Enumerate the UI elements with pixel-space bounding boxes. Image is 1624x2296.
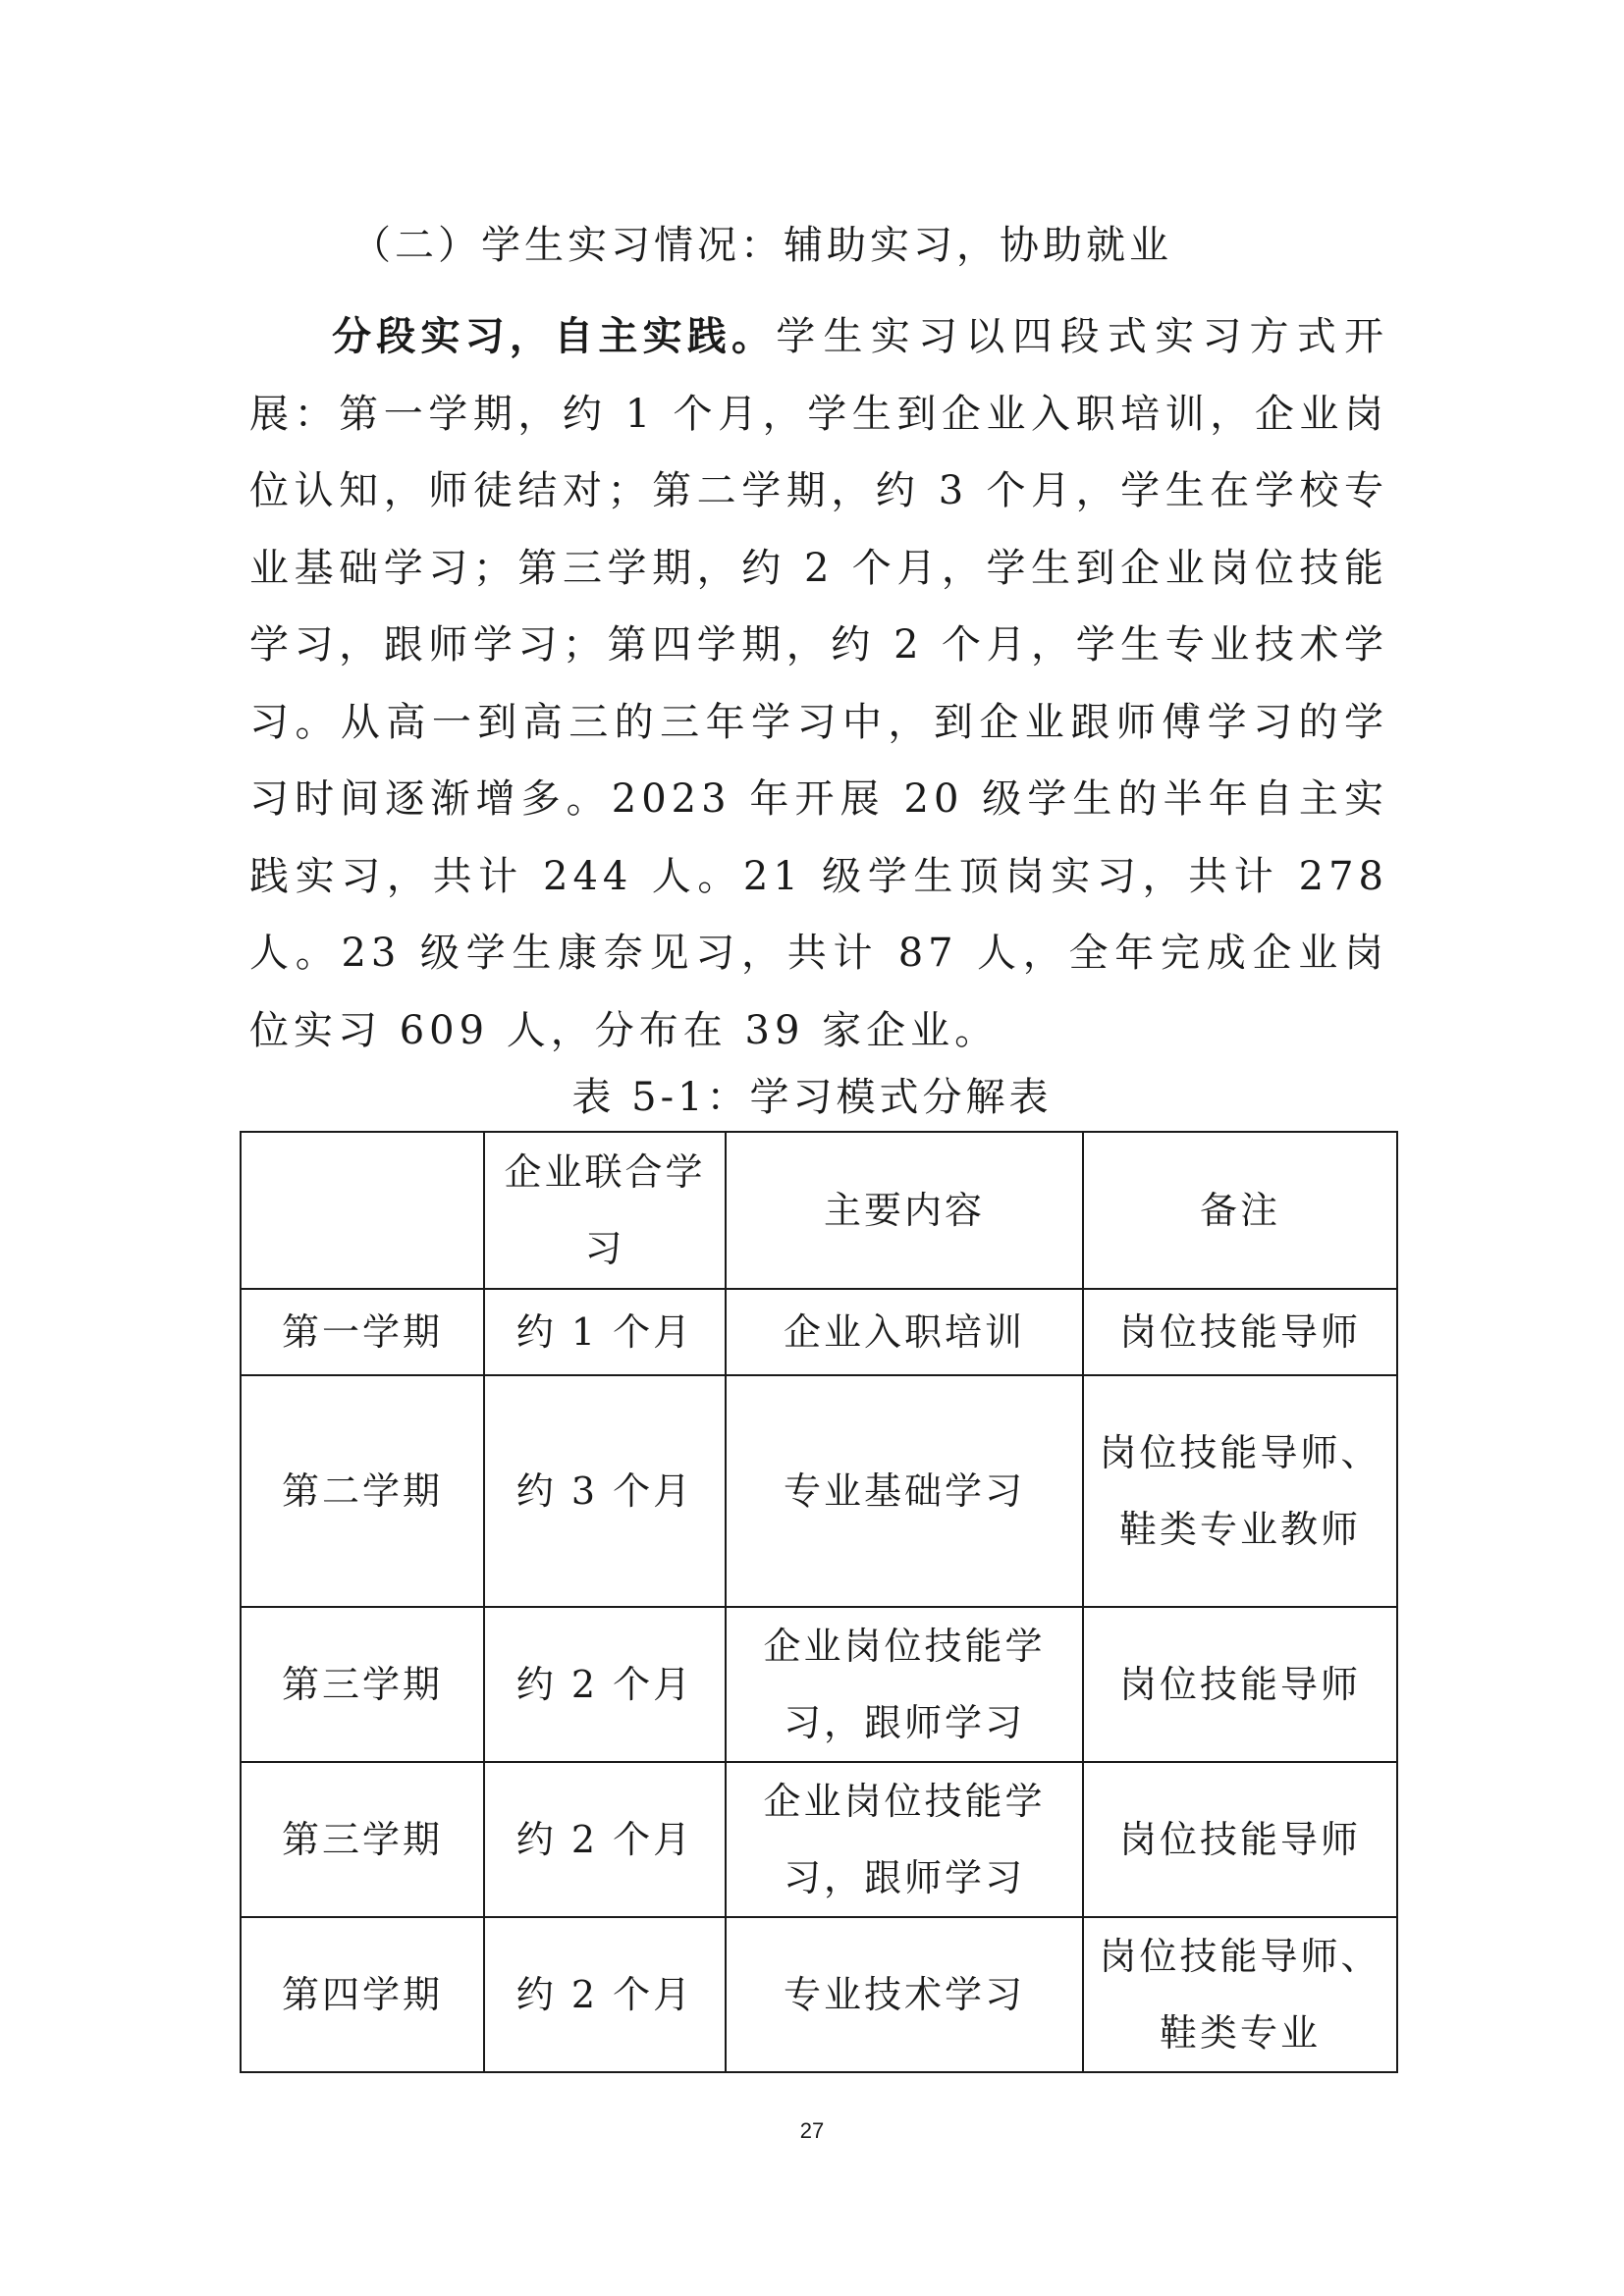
table-header-row	[241, 1132, 1397, 1289]
table-cell-remark: 岗位技能导师、鞋类专业教师	[1083, 1375, 1397, 1607]
header-cell-remarks: 备注	[1083, 1132, 1397, 1289]
table-row	[241, 1607, 1397, 1762]
table-cell-semester: 第三学期	[241, 1607, 484, 1762]
table-caption: 表 5-1：学习模式分解表	[571, 1075, 1053, 1120]
table-cell-duration: 约 2 个月	[484, 1917, 726, 2072]
table-cell-remark: 岗位技能导师	[1083, 1762, 1397, 1917]
paragraph-lead: 分段实习，自主实践。	[332, 314, 777, 359]
table-cell-semester: 第四学期	[241, 1917, 484, 2072]
body-paragraph	[249, 298, 1388, 1069]
header-cell-main-content: 主要内容	[726, 1132, 1083, 1289]
table-cell-duration: 约 2 个月	[484, 1762, 726, 1917]
page-number: 27	[799, 2118, 825, 2143]
table-cell-semester: 第二学期	[241, 1375, 484, 1607]
table-cell-content: 专业基础学习	[726, 1375, 1083, 1607]
table-cell-duration: 约 2 个月	[484, 1607, 726, 1762]
table-cell-remark: 岗位技能导师	[1083, 1289, 1397, 1375]
table-cell-duration: 约 3 个月	[484, 1375, 726, 1607]
section-heading: （二）学生实习情况：辅助实习，协助就业	[352, 223, 1172, 268]
table-row	[241, 1289, 1397, 1375]
paragraph-text: 学生实习以四段式实习方式开展：第一学期，约 1 个月，学生到企业入职培训，企业岗位认知，师徒结对；第二学期，约 3 个月，学生在学校专业基础学习；第三学期，约 2 个月，学生到企业岗位技能学习，跟师学习；第四学期，约 2 个月，学生专业技术学习。从高一到高三的三年学习中，到企业跟师傅学习的学习时间逐渐增多。2023 年开展 20 级学生的半年自主实践实习，共计 244 人。21 级学生顶岗实习，共计 278 人。23 级学生康奈见习，共计 87 人，全年完成企业岗位实习 609 人，分布在 39 家企业。	[249, 314, 1389, 1053]
header-cell-empty	[241, 1132, 484, 1289]
table-cell-duration: 约 1 个月	[484, 1289, 726, 1375]
table-cell-remark: 岗位技能导师、鞋类专业	[1083, 1917, 1397, 2072]
table-cell-content: 企业入职培训	[726, 1289, 1083, 1375]
table-cell-content: 专业技术学习	[726, 1917, 1083, 2072]
table-cell-content: 企业岗位技能学习，跟师学习	[726, 1762, 1083, 1917]
table-row	[241, 1375, 1397, 1607]
table-cell-semester: 第三学期	[241, 1762, 484, 1917]
table-cell-remark: 岗位技能导师	[1083, 1607, 1397, 1762]
table-cell-semester: 第一学期	[241, 1289, 484, 1375]
learning-mode-table	[240, 1131, 1398, 2073]
table-row	[241, 1917, 1397, 2072]
header-cell-enterprise-learning: 企业联合学习	[484, 1132, 726, 1289]
table-row	[241, 1762, 1397, 1917]
table-cell-content: 企业岗位技能学习，跟师学习	[726, 1607, 1083, 1762]
